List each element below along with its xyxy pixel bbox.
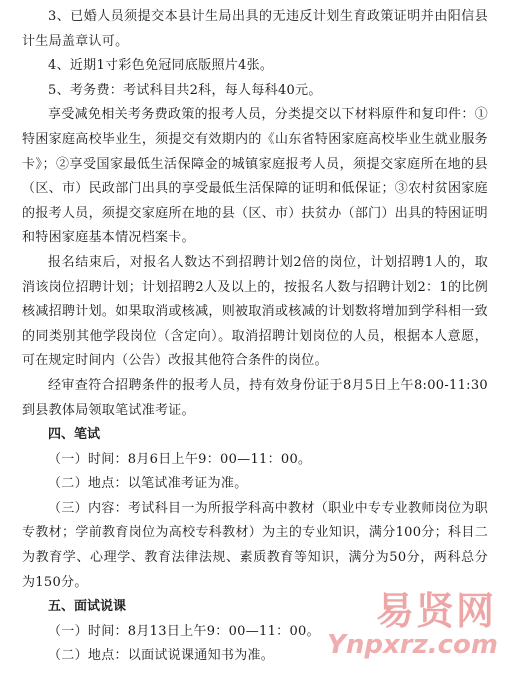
section-heading-written-exam: 四、笔试	[48, 427, 101, 443]
paragraph-admission-ticket: 经审查符合招聘条件的报考人员，持有效身份证于8月5日上午8:00-11:30到县教体局领取笔试准考证。	[22, 377, 488, 418]
section-heading-interview: 五、面试说课	[48, 599, 127, 615]
paragraph-plan-reduction: 报名结束后，对报名人数达不到招聘计划2倍的岗位，计划招聘1人的，取消该岗位招聘计划；计划招聘2人及以上的，按报名人数与招聘计划2：1的比例核减招聘计划。如果取消或核减，则被取消或核减的计划数将增加到学科相一致的同类别其他学段岗位（含定向）。取消招聘计划岗位的人员，根据本人意愿，可在规定时间内（公告）改报其他符合条件的岗位。	[22, 254, 488, 369]
paragraph-photos: 4、近期1寸彩色免冠同底版照片4张。	[48, 58, 274, 74]
paragraph-fee-waiver: 享受减免相关考务费政策的报考人员，分类提交以下材料原件和复印件：①特困家庭高校毕业生，须提交有效期内的《山东省特困家庭高校毕业生就业服务卡》；②享受国家最低生活保障金的城镇家庭报考人员，须提交家庭所在地的县（区、市）民政部门出具的享受最低生活保障的证明和低保证；③农村贫困家庭的报考人员，须提交家庭所在地的县（区、市）扶贫办（部门）出具的特困证明和特困家庭基本情况档案卡。	[22, 107, 488, 246]
watermark-en-text: Ynpxrz.com	[327, 630, 498, 660]
paragraph-written-exam-content: （三）内容：考试科目一为所报学科高中教材（职业中专专业教师岗位为职专教材；学前教育岗位为高校专科教材）为主的专业知识，满分100分；科目二为教育学、心理学、教育法律法规、素质教育等知识，满分为50分，两科总分为150分。	[22, 500, 488, 590]
paragraph-written-exam-time: （一）时间：8月6日上午9：00—11：00。	[48, 451, 312, 467]
paragraph-marriage-certificate: 3、已婚人员须提交本县计生局出具的无违反计划生育政策证明并由阳信县计生局盖章认可。	[22, 9, 488, 49]
paragraph-written-exam-location: （二）地点：以笔试准考证为准。	[48, 476, 248, 492]
paragraph-interview-location: （二）地点：以面试说课通知书为准。	[48, 648, 275, 664]
paragraph-exam-fee: 5、考务费：考试科目共2科，每人每科40元。	[48, 82, 322, 98]
watermark-cn-text: 易贤网	[375, 589, 496, 633]
paragraph-interview-time: （一）时间：8月13日上午9：00—11：00。	[48, 623, 320, 639]
